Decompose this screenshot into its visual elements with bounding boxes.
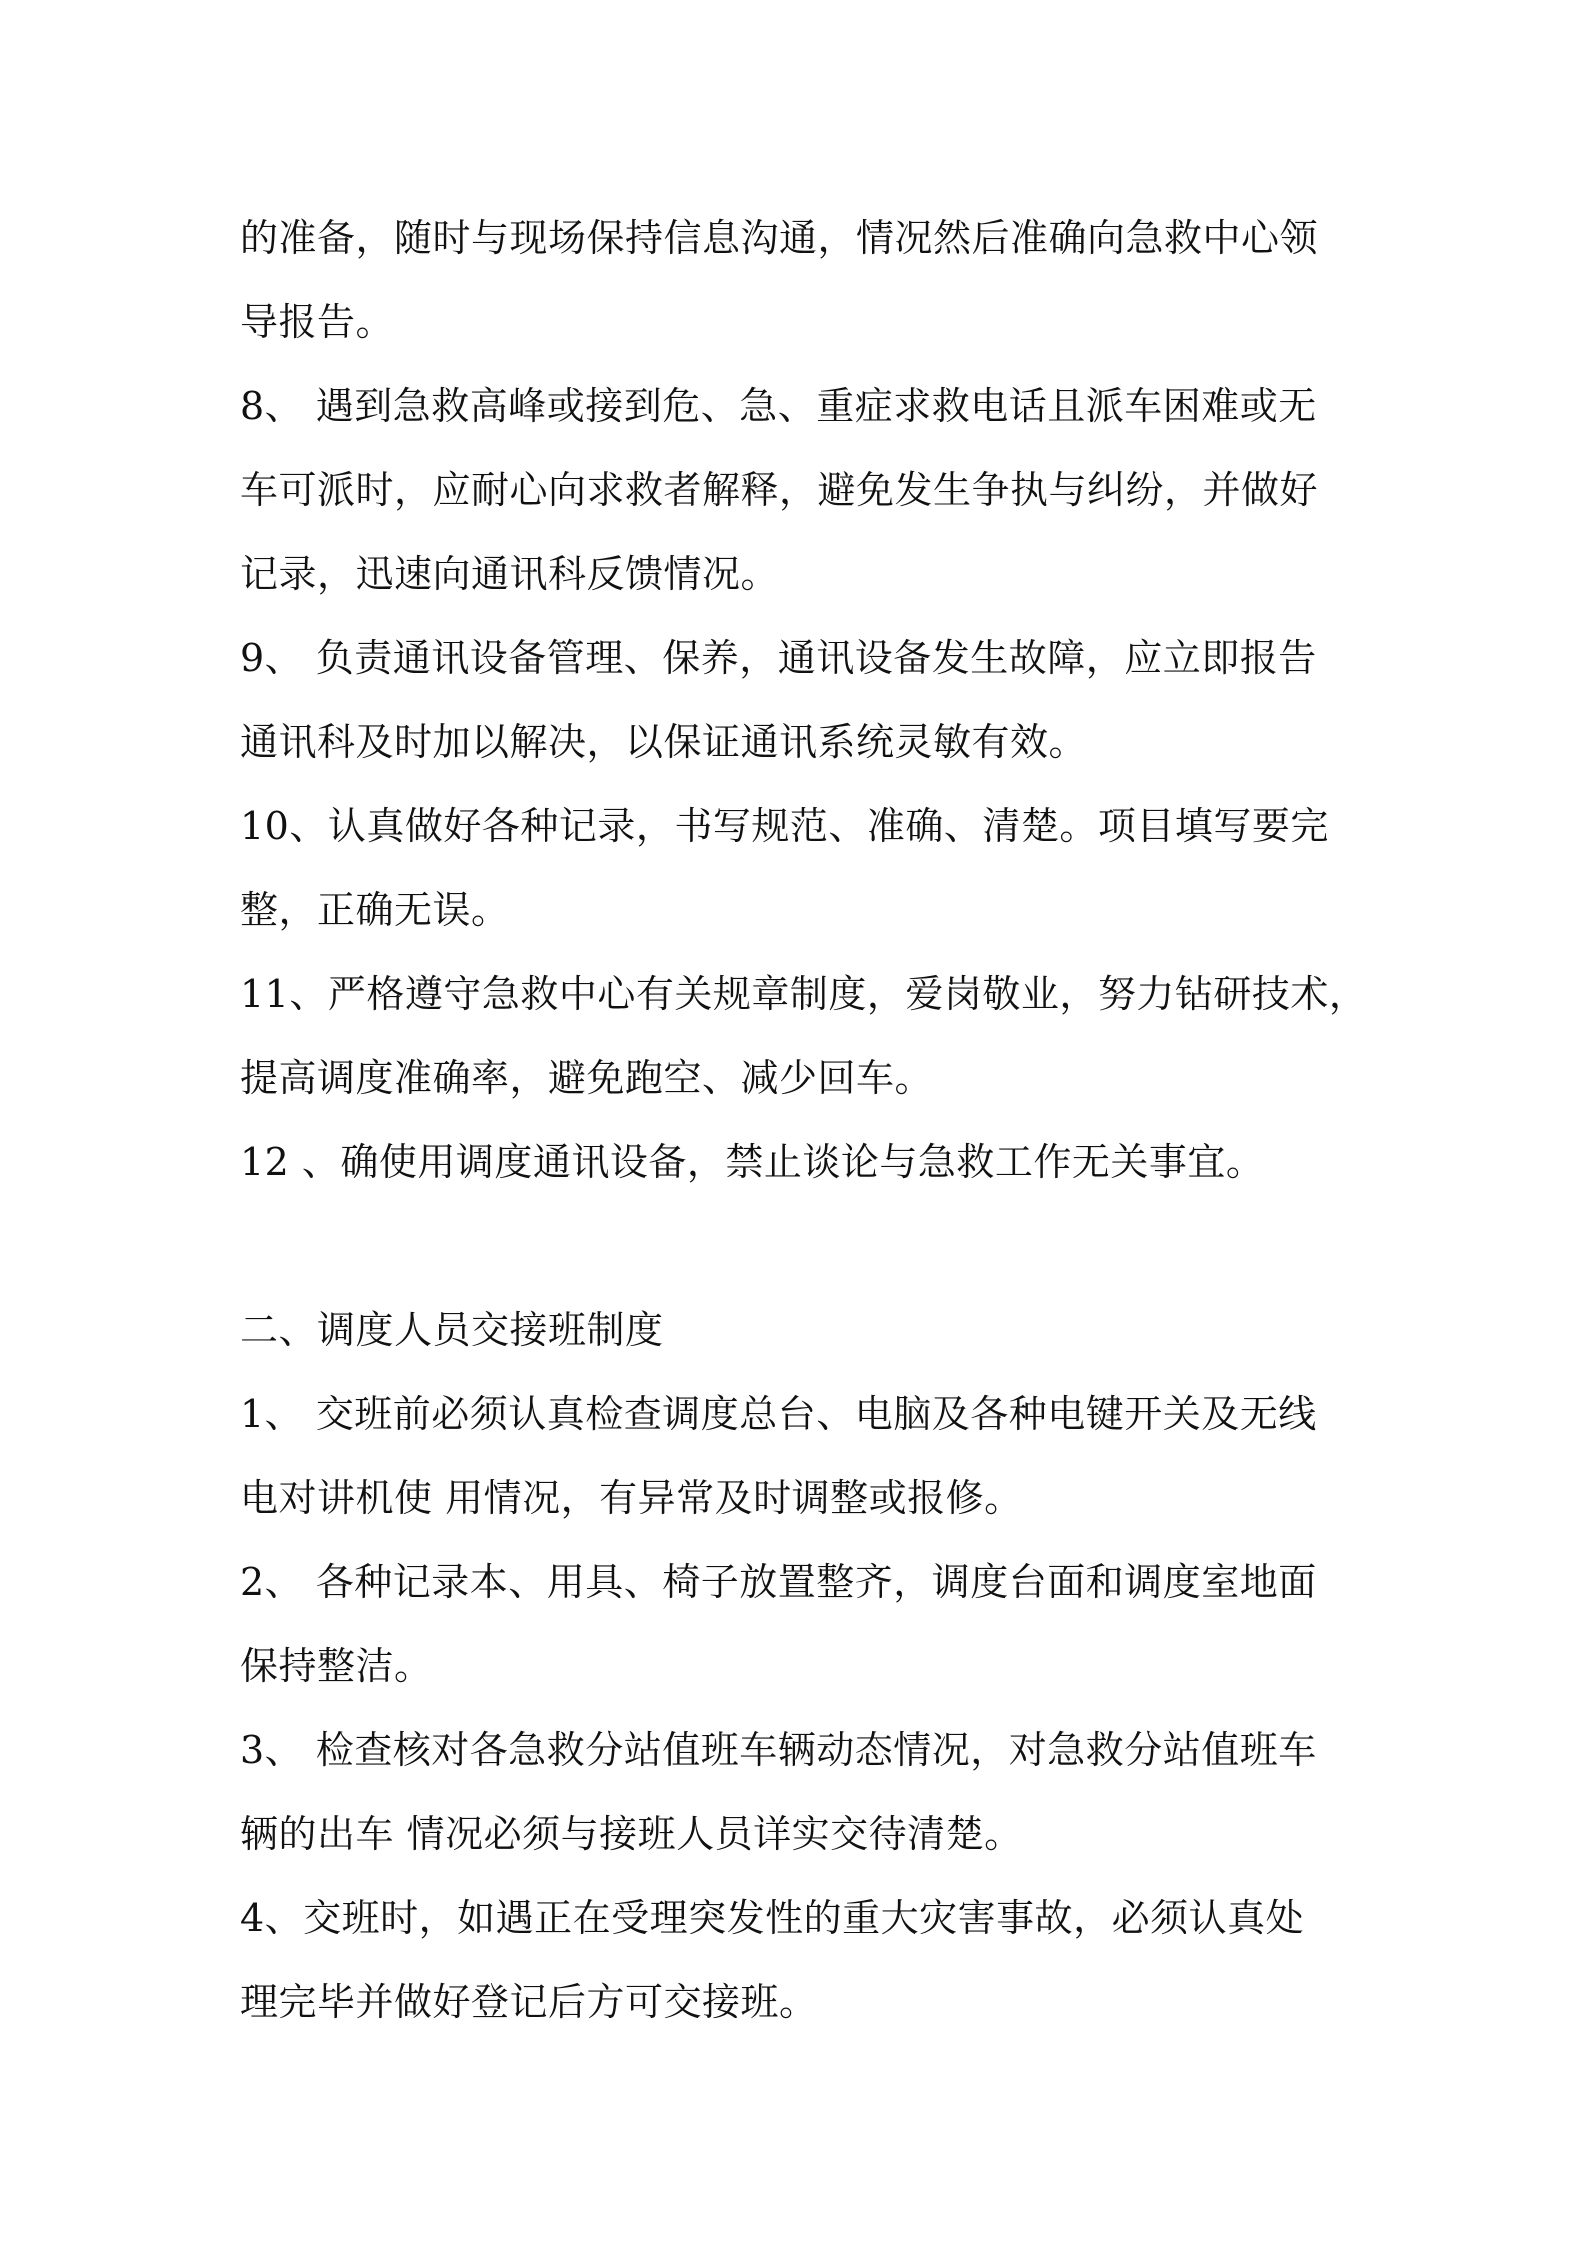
text-line: 4、交班时，如遇正在受理突发性的重大灾害事故，必须认真处 [240,1896,1305,1940]
text-line: 电对讲机使 用情况，有异常及时调整或报修。 [240,1476,1023,1520]
text-line: 车可派时，应耐心向求救者解释，避免发生争执与纠纷，并做好 [240,468,1319,512]
text-line: 理完毕并做好登记后方可交接班。 [240,1980,818,2024]
text-line: 整，正确无误。 [240,888,510,932]
text-line: 1、 交班前必须认真检查调度总台、电脑及各种电键开关及无线 [240,1392,1317,1436]
text-line: 提高调度准确率，避免跑空、减少回车。 [240,1056,934,1100]
text-line: 3、 检查核对各急救分站值班车辆动态情况，对急救分站值班车 [240,1728,1317,1772]
text-line: 11、严格遵守急救中心有关规章制度，爱岗敬业，努力钻研技术， [240,972,1368,1016]
text-line: 记录，迅速向通讯科反馈情况。 [240,552,780,596]
text-line: 2、 各种记录本、用具、椅子放置整齐，调度台面和调度室地面 [240,1560,1317,1604]
text-line: 导报告。 [240,300,395,344]
text-line: 保持整洁。 [240,1644,433,1688]
text-line: 的准备，随时与现场保持信息沟通，情况然后准确向急救中心领 [240,216,1319,260]
document-page [240,196,1368,2044]
text-line: 通讯科及时加以解决，以保证通讯系统灵敏有效。 [240,720,1088,764]
blank-line [240,1204,1360,1288]
text-line: 9、 负责通讯设备管理、保养，通讯设备发生故障，应立即报告 [240,636,1317,680]
text-line: 8、 遇到急救高峰或接到危、急、重症求救电话且派车困难或无 [240,384,1317,428]
text-line: 辆的出车 情况必须与接班人员详实交待清楚。 [240,1812,1023,1856]
section-heading: 二、调度人员交接班制度 [240,1308,664,1352]
text-line: 12 、确使用调度通讯设备，禁止谈论与急救工作无关事宜。 [240,1140,1265,1184]
text-line: 10、认真做好各种记录，书写规范、准确、清楚。项目填写要完 [240,804,1329,848]
